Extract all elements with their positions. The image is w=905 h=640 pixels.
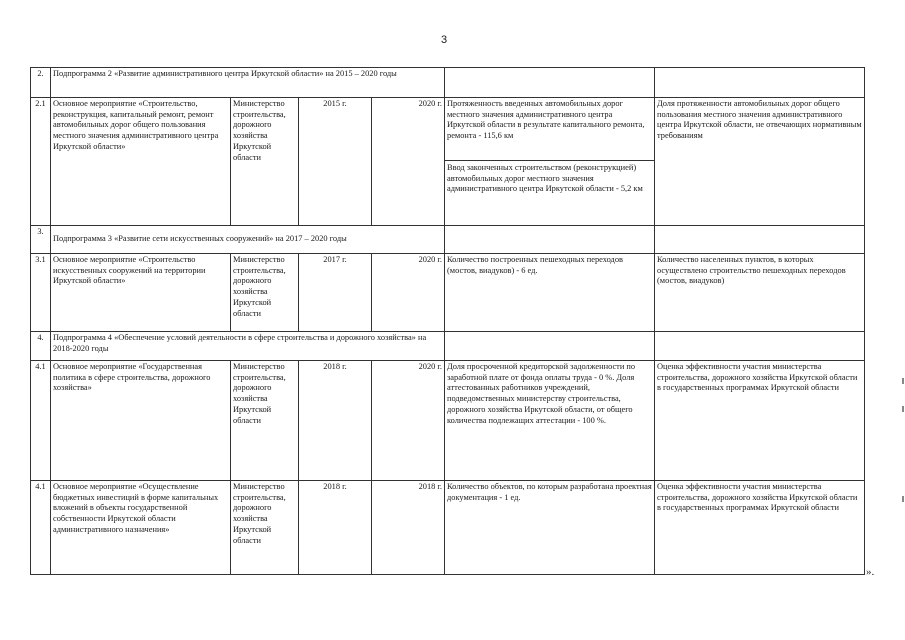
- start-year: 2017 г.: [299, 254, 372, 332]
- empty-cell: [445, 226, 655, 254]
- end-year: 2020 г.: [372, 254, 445, 332]
- indicator-text: Протяженность введенных автомобильных дорог местного значения административного центра Иркутской области в результате капитального ремонта, ремонта - 115,6 км: [447, 99, 645, 141]
- event-description: Основное мероприятие «Строительство искусственных сооружений на территории Иркутской области»: [51, 254, 231, 332]
- indicator-text: Ввод законченных строительством (реконструкцией) автомобильных дорог местного значения административного центра Иркутской области - 5,2 км: [445, 160, 654, 195]
- target-indicator: Количество населенных пунктов, в которых осуществлено строительство пешеходных переходов (мостов, виадуков): [655, 254, 865, 332]
- event-row-3-1: [31, 254, 865, 332]
- start-year: 2015 г.: [299, 98, 372, 226]
- event-description: Основное мероприятие «Осуществление бюджетных инвестиций в форме капитальных вложений в объекты государственной собственности Иркутской области административного назначения»: [51, 481, 231, 575]
- event-row-2-1: [31, 98, 865, 226]
- indicator-cell: [445, 98, 655, 226]
- end-year: 2020 г.: [372, 98, 445, 226]
- empty-cell: [445, 68, 655, 98]
- indicator-text: Количество объектов, по которым разработана проектная документация - 1 ед.: [445, 481, 655, 575]
- empty-cell: [445, 332, 655, 361]
- event-description: Основное мероприятие «Государственная политика в сфере строительства, дорожного хозяйства»: [51, 361, 231, 481]
- program-table: [30, 67, 865, 575]
- indicator-text: Доля просроченной кредиторской задолженности по заработной плате от фонда оплаты труда - 0 %. Доля аттестованных работников учреждений, подведомственных министерству строительства, дорожного хозяйства Иркутской области, от общего количества подлежащих аттестации - 100 %.: [445, 361, 655, 481]
- row-number: 2.1: [31, 98, 51, 226]
- indicator-text: Количество построенных пешеходных переходов (мостов, виадуков) - 6 ед.: [445, 254, 655, 332]
- target-indicator: Оценка эффективности участия министерства строительства, дорожного хозяйства Иркутской области в государственных программах Иркутской области: [655, 361, 865, 481]
- subprogram-title: Подпрограмма 3 «Развитие сети искусственных сооружений» на 2017 – 2020 годы: [51, 226, 445, 254]
- closing-quote-mark: ».: [866, 566, 875, 578]
- subprogram-title: Подпрограмма 4 «Обеспечение условий деятельности в сфере строительства и дорожного хозяйства» на 2018-2020 годы: [51, 332, 445, 361]
- row-number: 3.1: [31, 254, 51, 332]
- scan-edge-mark: [902, 378, 904, 384]
- row-number: 4.1: [31, 361, 51, 481]
- executor: Министерство строительства, дорожного хозяйства Иркутской области: [231, 254, 299, 332]
- subprogram-title: Подпрограмма 2 «Развитие административного центра Иркутской области» на 2015 – 2020 годы: [51, 68, 445, 98]
- start-year: 2018 г.: [299, 361, 372, 481]
- event-row-4-1-b: [31, 481, 865, 575]
- end-year: 2018 г.: [372, 481, 445, 575]
- row-number: 2.: [31, 68, 51, 98]
- subprogram-row-4: [31, 332, 865, 361]
- row-number: 4.: [31, 332, 51, 361]
- start-year: 2018 г.: [299, 481, 372, 575]
- empty-cell: [655, 226, 865, 254]
- subprogram-row-2: [31, 68, 865, 98]
- executor: Министерство строительства, дорожного хозяйства Иркутской области: [231, 361, 299, 481]
- end-year: 2020 г.: [372, 361, 445, 481]
- event-row-4-1-a: [31, 361, 865, 481]
- target-indicator: Оценка эффективности участия министерства строительства, дорожного хозяйства Иркутской области в государственных программах Иркутской области: [655, 481, 865, 575]
- row-number: 4.1: [31, 481, 51, 575]
- empty-cell: [655, 332, 865, 361]
- scan-edge-mark: [902, 406, 904, 412]
- subprogram-row-3: [31, 226, 865, 254]
- executor: Министерство строительства, дорожного хозяйства Иркутской области: [231, 98, 299, 226]
- target-indicator: Доля протяженности автомобильных дорог общего пользования местного значения административного центра Иркутской области, не отвечающих нормативным требованиям: [655, 98, 865, 226]
- empty-cell: [655, 68, 865, 98]
- scan-edge-mark: [902, 496, 904, 502]
- executor: Министерство строительства, дорожного хозяйства Иркутской области: [231, 481, 299, 575]
- page-number: 3: [441, 34, 448, 46]
- row-number: 3.: [31, 226, 51, 254]
- event-description: Основное мероприятие «Строительство, реконструкция, капитальный ремонт, ремонт автомобильных дорог общего пользования местного значения административного центра Иркутской области»: [51, 98, 231, 226]
